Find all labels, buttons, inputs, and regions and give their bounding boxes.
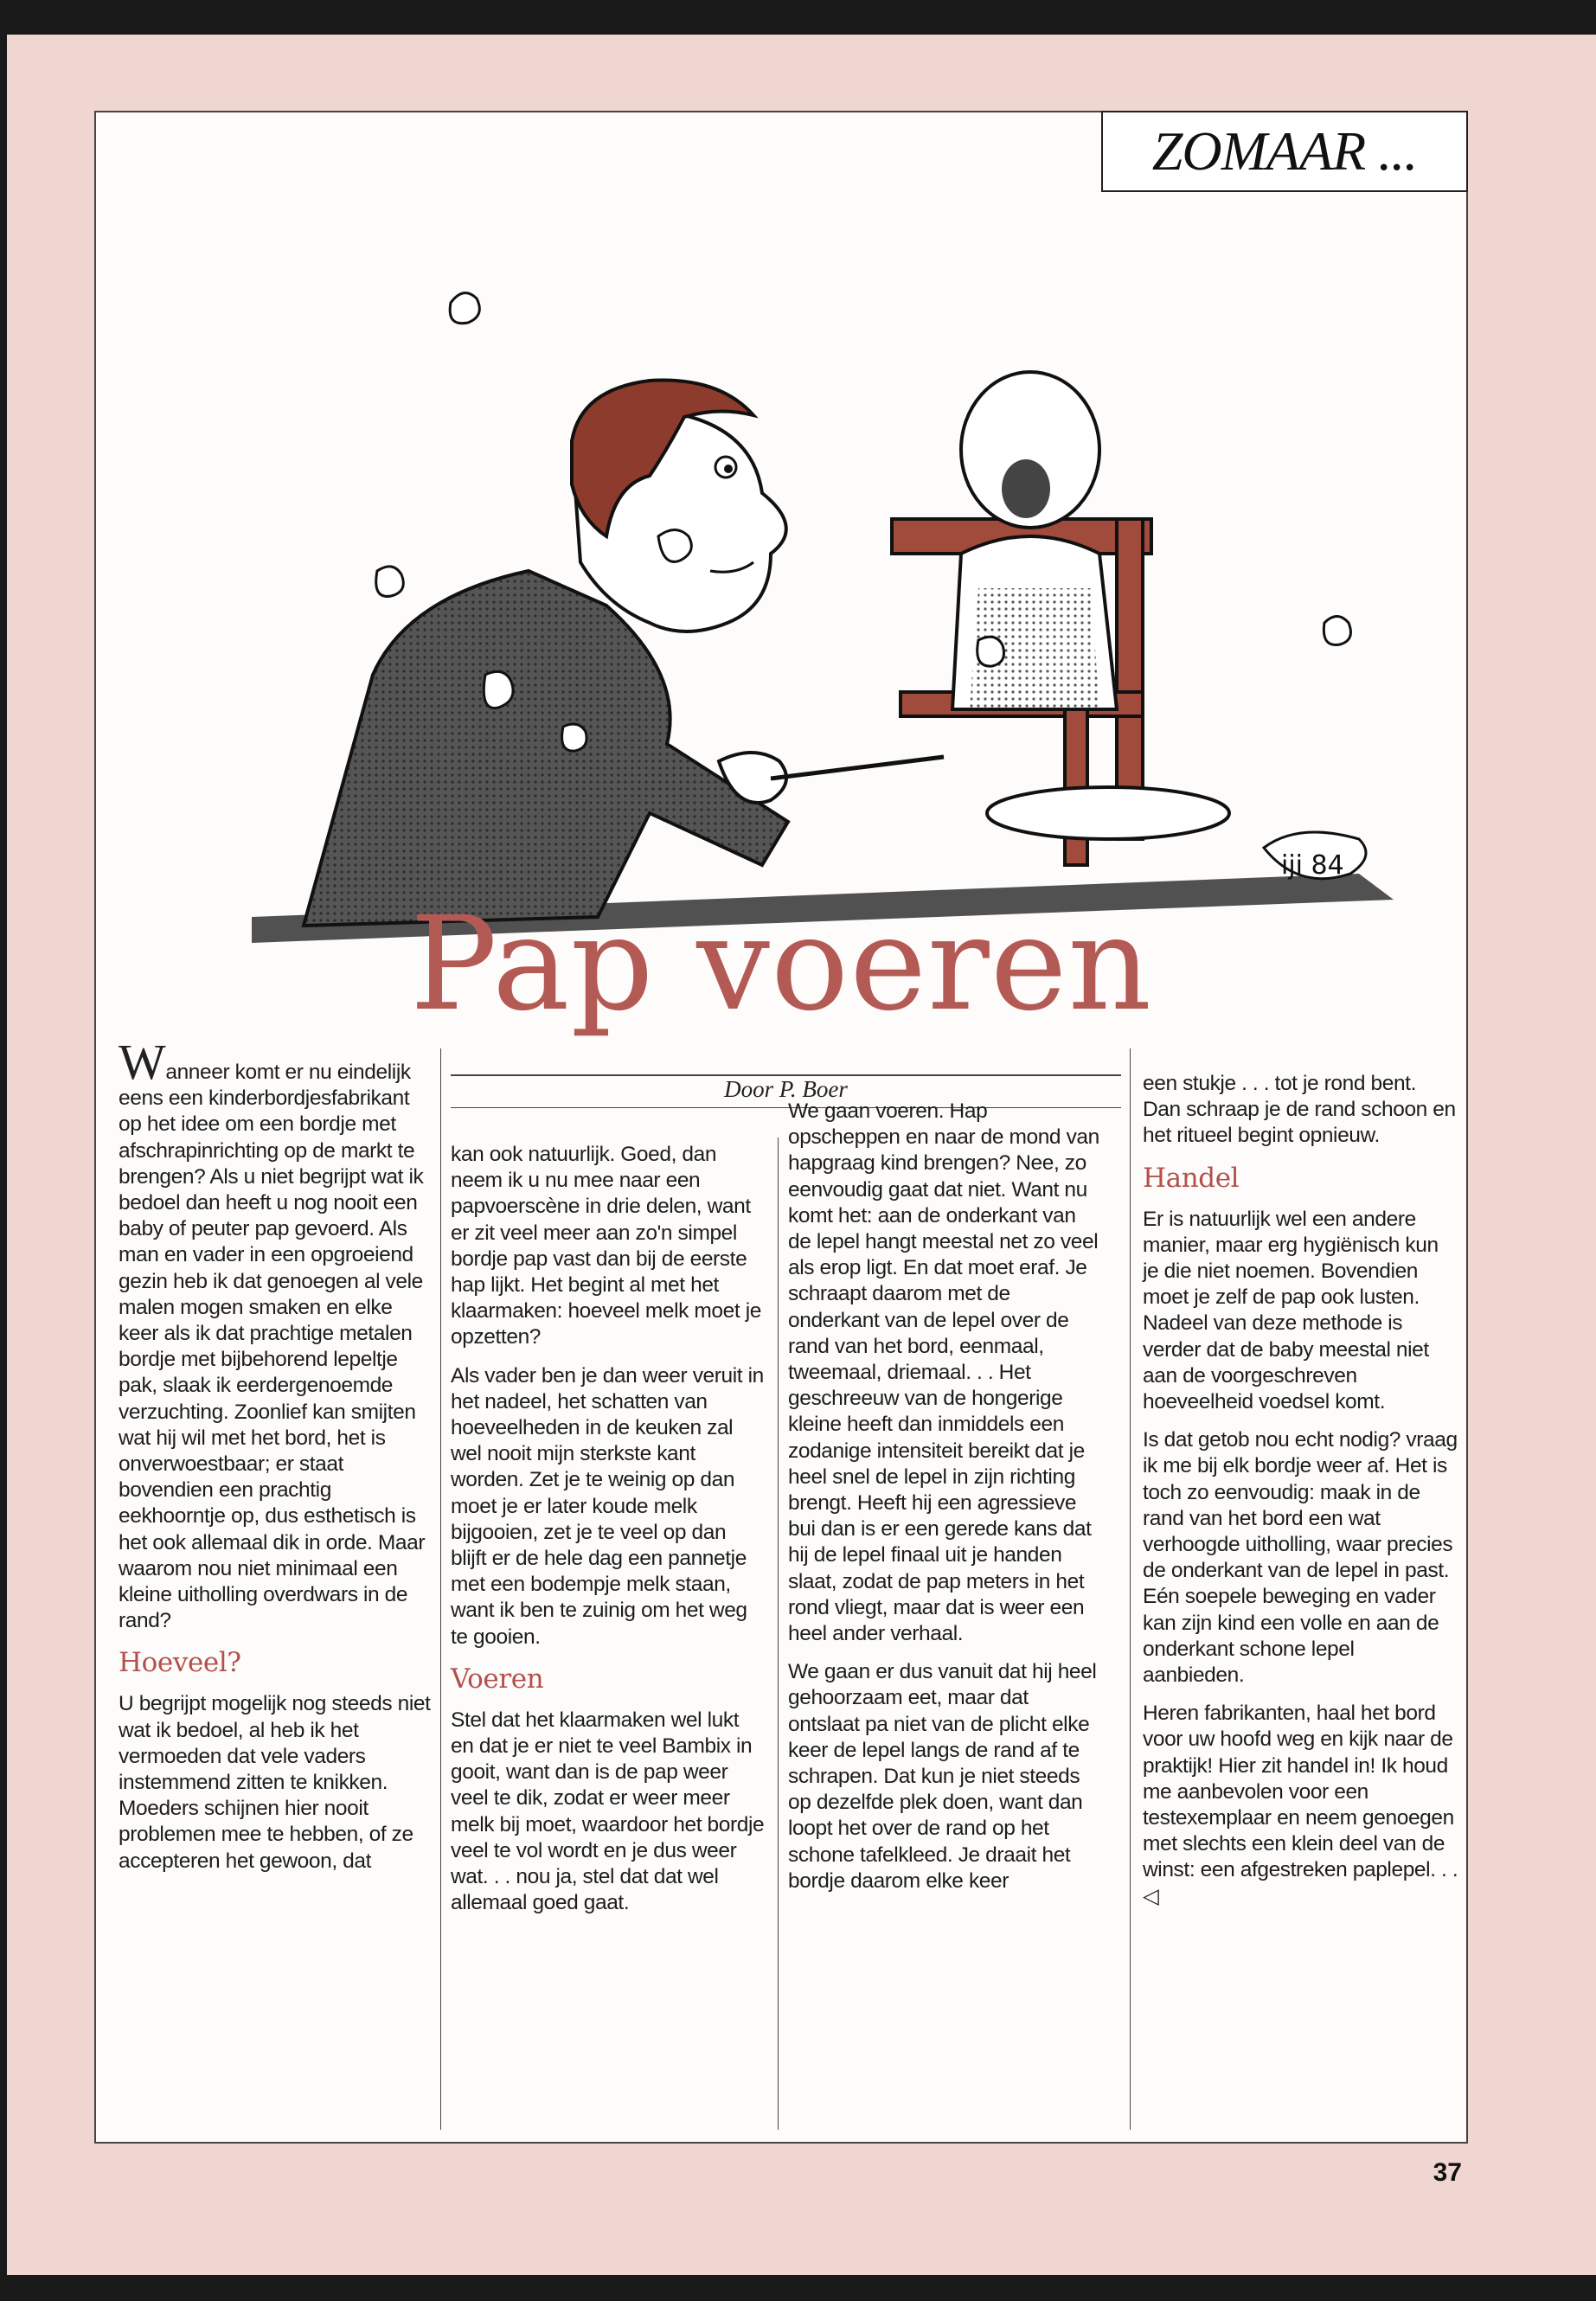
column-divider (778, 1138, 779, 2130)
paragraph: Er is natuurlijk wel een andere manier, maar erg hygiënisch kun je die niet noemen. Bovendien moet je zelf de pap ook lusten. Nadeel van deze methode is verder dat de baby meestal niet aan de voorgeschreven hoeveelheid voedsel komt. (1143, 1207, 1439, 1414)
paragraph: kan ook natuurlijk. Goed, dan neem ik u nu mee naar een papvoerscène in drie delen, want er zit veel meer aan zo'n simpel bordje pap vast dan bij de eerste hap lijkt. Het begint al met het klaarmaken: hoeveel melk moet je opzetten? (451, 1143, 761, 1349)
artist-signature: iji 84 (1281, 850, 1344, 881)
magazine-page (7, 35, 1596, 2275)
paragraph: Als vader ben je dan weer veruit in het nadeel, het schatten van hoeveelheden in de keuken zal wel nooit mijn sterkste kant worden. Zet je te weinig op dan moet je er later koude melk bijgooien, zet je te veel op dan blijft er de hele dag een pannetje met een bodempje melk staan, want ik ben te zuinig om het weg te gooien. (451, 1363, 764, 1649)
paragraph: We gaan voeren. Hap opscheppen en naar de mond van hapgraag kind brengen? Nee, zo eenvoudig gaat dat niet. Want nu komt het: aan de onderkant van de lepel hangt meestal net zo veel als erop ligt. En dat moet eraf. Je schraapt daarom met de onderkant van de lepel over de rand van het bord, eenmaal, tweemaal, driemaal. . . Het geschreeuw van de hongerige kleine heeft dan inmiddels een zodanige intensiteit bereikt dat je heel snel de lepel in zijn richting brengt. Heeft hij een agressieve bui dan is er een gerede kans dat hij de lepel finaal uit je handen slaat, zodat de pap meters in het rond vliegt, maar dat is weer een heel ander verhaal. (788, 1099, 1099, 1646)
column-divider (440, 1048, 441, 2130)
subheading-hoeveel: Hoeveel? (119, 1647, 241, 1679)
article-title: Pap voeren (409, 889, 1153, 1040)
column-1 (119, 1034, 434, 1887)
column-4 (1143, 1071, 1458, 1922)
paragraph: Stel dat het klaarmaken wel lukt en dat je er niet te veel Bambix in gooit, want dan is de pap weer veel te dik, zodat er weer meer melk bij moet, waardoor het bordje veel te vol wordt en je dus weer wat. . . nou ja, stel dat dat wel allemaal goed gaat. (451, 1708, 765, 1915)
drop-cap: W (119, 1034, 166, 1090)
page-number: 37 (1433, 2158, 1462, 2187)
byline: Door P. Boer (724, 1076, 848, 1102)
subheading-handel: Handel (1143, 1162, 1240, 1194)
paragraph: Wanneer komt er nu eindelijk eens een kinderbordjesfabrikant op het idee om een bordje met afschrapinrichting op de markt te brengen? Als u niet begrijpt wat ik bedoel dan heeft u nog nooit een baby of peuter pap gevoerd. Als man en vader in een opgroeiend gezin heb ik dat genoegen al vele malen mogen smaken en elke keer als ik dat prachtige metalen bordje met bijbehorend lepeltje pak, slaak ik eerdergenoemde verzuchting. Zoonlief kan smijten wat hij wil met het bord, het is onverwoestbaar; er staat bovendien een prachtig eekhoorntje op, dus esthetisch is het ook allemaal dik in orde. Maar waarom nou niet minimaal een kleine uitholling overdwars in de rand? (119, 1034, 426, 1633)
column-2 (451, 1142, 766, 1928)
paragraph: Heren fabrikanten, haal het bord voor uw hoofd weg en kijk naar de praktijk! Hier zit handel in! Ik houd me aanbevolen voor een testexemplaar en neem genoegen met slechts een klein deel van de winst: een afgestreken paplepel. . . ◁ (1143, 1702, 1458, 1908)
paragraph: We gaan er dus vanuit dat hij heel gehoorzaam eet, maar dat ontslaat pa niet van de plicht elke keer de lepel langs de rand af te schrapen. Dat kun je niet steeds op dezelfde plek doen, want dan loopt het over de rand op het schone tafelkleed. Je draait het bordje daarom elke keer (788, 1660, 1097, 1893)
column-3 (788, 1099, 1104, 1907)
section-tag: ZOMAAR ... (1101, 111, 1468, 192)
cartoon-illustration (200, 190, 1445, 952)
column-divider (1130, 1048, 1131, 2130)
article-frame (94, 111, 1468, 2144)
paragraph: een stukje . . . tot je rond bent. Dan schraap je de rand schoon en het ritueel begint opnieuw. (1143, 1072, 1456, 1148)
subheading-voeren: Voeren (451, 1663, 544, 1695)
paragraph: Is dat getob nou echt nodig? vraag ik me bij elk bordje weer af. Het is toch zo eenvoudig: maak in de rand van het bord een wat verhoogde uitholling, waar precies de onderkant van de lepel in past. Eén soepele beweging en vader kan zijn kind een volle en aan de onderkant schone lepel aanbieden. (1143, 1428, 1458, 1688)
paragraph: U begrijpt mogelijk nog steeds niet wat ik bedoel, al heb ik het vermoeden dat vele vaders instemmend zitten te knikken. Moeders schijnen hier nooit problemen mee te hebben, of ze accepteren het gewoon, dat (119, 1692, 431, 1873)
